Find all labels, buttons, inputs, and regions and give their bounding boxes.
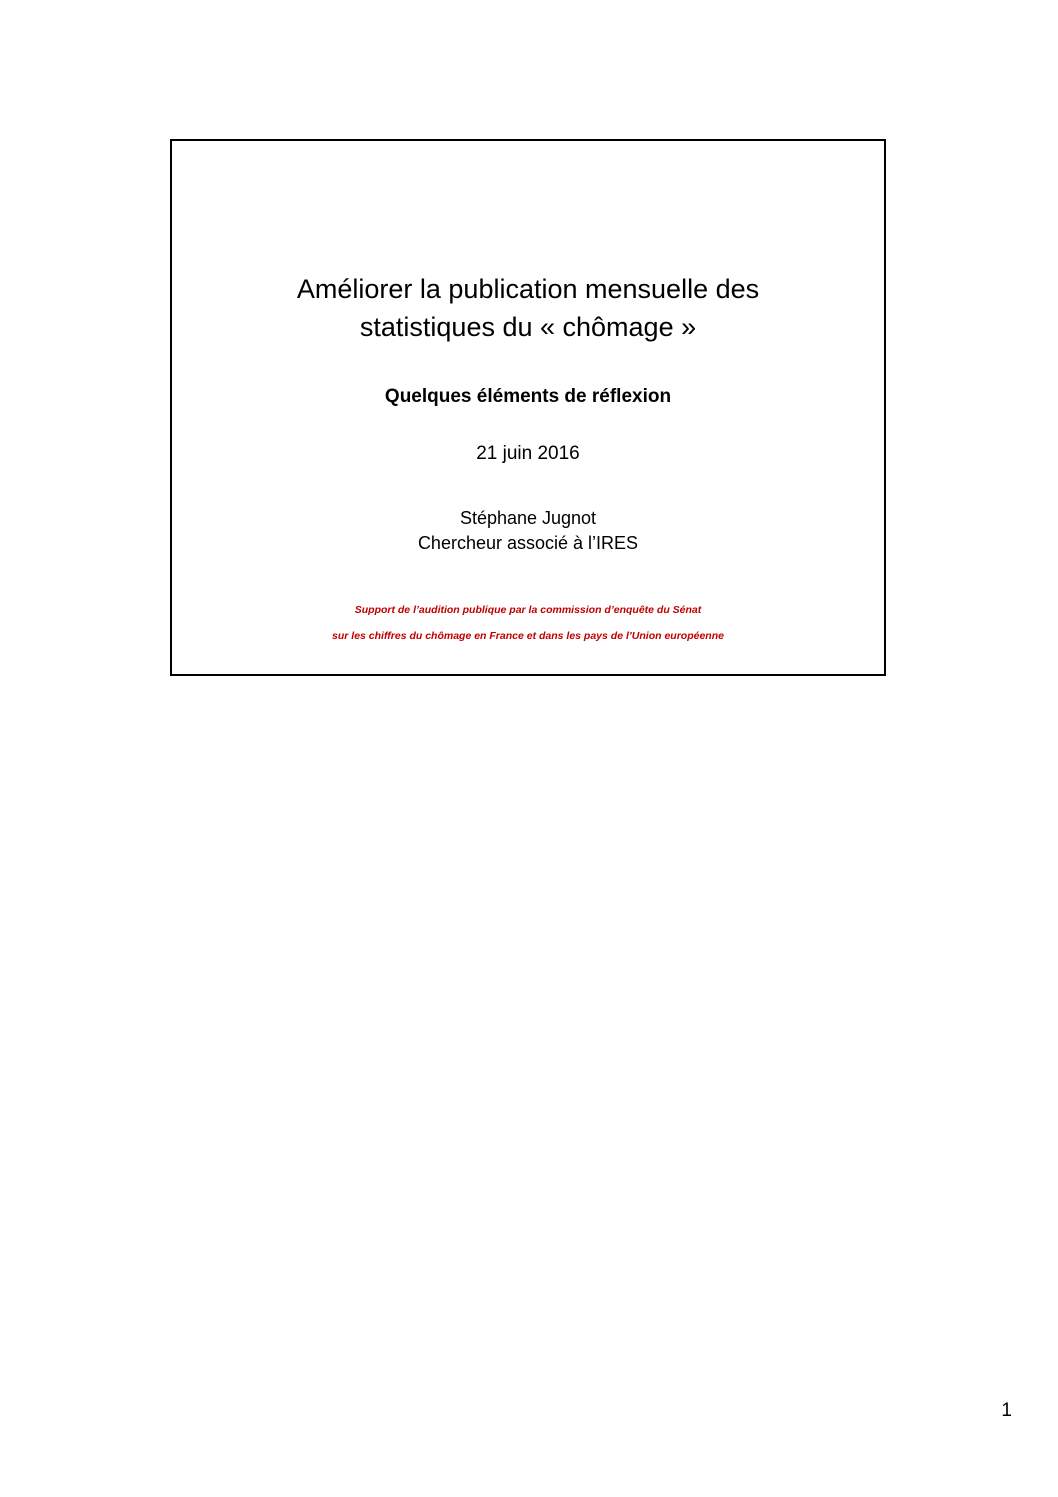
author-name: Stéphane Jugnot [459,508,597,528]
slide-subtitle: Quelques éléments de réflexion [384,386,672,407]
hearing-note-line-1: Support de l’audition publique par la commission d’enquête du Sénat [354,604,702,616]
hearing-note [172,603,884,643]
author-role: Chercheur associé à l’IRES [417,533,639,553]
slide-frame [170,139,886,676]
slide-title [172,270,884,346]
page-number: 1 [1001,1400,1012,1421]
author-block [172,506,884,556]
slide-title-line-2: statistiques du « chômage » [359,312,697,342]
slide-date: 21 juin 2016 [476,443,580,464]
hearing-note-line-2: sur les chiffres du chômage en France et dans les pays de l’Union européenne [332,630,724,642]
slide-title-line-1: Améliorer la publication mensuelle des [296,274,760,304]
